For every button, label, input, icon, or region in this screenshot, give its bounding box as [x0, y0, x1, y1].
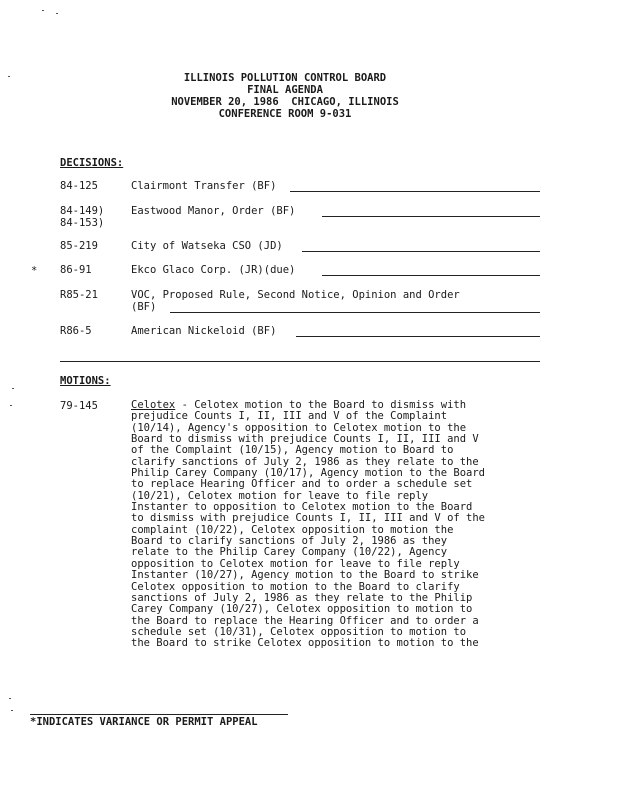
- motion-line: Instanter to opposition to Celotex motion to the Board: [131, 501, 473, 514]
- motion-line: Instanter (10/27), Agency motion to the Board to strike: [131, 569, 479, 582]
- signature-line: [302, 251, 540, 252]
- scan-speck: [12, 388, 14, 389]
- footer-note: *INDICATES VARIANCE OR PERMIT APPEAL: [30, 716, 258, 728]
- scan-speck: [8, 76, 10, 77]
- section-divider: [60, 361, 540, 362]
- signature-line: [290, 191, 540, 192]
- docket-number: R85-21: [60, 289, 98, 301]
- scan-speck: [11, 710, 13, 711]
- decision-title: City of Watseka CSO (JD): [131, 240, 283, 252]
- motion-line: the Board to strike Celotex opposition to motion to the: [131, 637, 479, 650]
- agenda-header: [0, 72, 570, 120]
- scan-speck: [10, 405, 12, 406]
- docket-number: 86-91: [60, 264, 92, 276]
- motion-line: opposition to Celotex motion for leave to file reply: [131, 557, 460, 570]
- motion-line: relate to the Philip Carey Company (10/22), Agency: [131, 546, 448, 559]
- variance-marker: *: [31, 265, 38, 277]
- scan-speck: [56, 13, 58, 14]
- docket-number: 85-219: [60, 240, 98, 252]
- motion-line: (10/21), Celotex motion for leave to file reply: [131, 489, 429, 502]
- motion-party: Celotex: [131, 399, 176, 411]
- motion-line: of the Complaint (10/15), Agency motion to Board to: [131, 444, 454, 457]
- motion-line: clarify sanctions of July 2, 1986 as they relate to the: [131, 455, 479, 468]
- motion-line: prejudice Counts I, II, III and V of the Complaint: [131, 410, 448, 423]
- docket-number: 84-125: [60, 180, 98, 192]
- decision-title: Ekco Glaco Corp. (JR)(due): [131, 264, 296, 276]
- motion-line: to replace Hearing Officer and to order a schedule set: [131, 478, 473, 491]
- decision-item: [60, 290, 540, 316]
- motion-line: Board to clarify sanctions of July 2, 1986 as they: [131, 535, 448, 548]
- motion-line: Board to dismiss with prejudice Counts I, II, III and V: [131, 433, 479, 446]
- meeting-date-location: NOVEMBER 20, 1986 CHICAGO, ILLINOIS: [171, 96, 399, 108]
- signature-line: [296, 336, 540, 337]
- docket-number: 84-149) 84-153): [60, 205, 105, 229]
- meeting-room: CONFERENCE ROOM 9-031: [218, 108, 352, 120]
- motion-line: schedule set (10/31), Celotex opposition to motion to: [131, 625, 467, 638]
- motion-line: sanctions of July 2, 1986 as they relate to the Philip: [131, 591, 473, 604]
- scan-speck: [42, 10, 44, 11]
- motion-line: Celotex opposition to motion to the Board to clarify: [131, 580, 460, 593]
- decision-title: VOC, Proposed Rule, Second Notice, Opinion and Order: [131, 289, 460, 301]
- decisions-label: DECISIONS:: [60, 157, 124, 169]
- docket-number: R86-5: [60, 325, 92, 337]
- signature-line: [322, 216, 540, 217]
- decision-title-continued: (BF): [131, 301, 157, 313]
- motion-line: the Board to replace the Hearing Officer and to order a: [131, 614, 479, 627]
- signature-line: [322, 275, 540, 276]
- decision-title: Eastwood Manor, Order (BF): [131, 205, 296, 217]
- decision-title: American Nickeloid (BF): [131, 325, 277, 337]
- motion-docket-number: 79-145: [60, 400, 98, 412]
- motion-line: to dismiss with prejudice Counts I, II, III and V of the: [131, 512, 486, 525]
- motions-label: MOTIONS:: [60, 375, 111, 387]
- scan-speck: [9, 698, 11, 699]
- motion-description: [131, 400, 541, 650]
- motion-line: Philip Carey Company (10/17), Agency motion to the Board: [131, 467, 486, 480]
- signature-line: [170, 312, 540, 313]
- footer-rule: [30, 714, 288, 715]
- agenda-title: FINAL AGENDA: [247, 84, 323, 96]
- motion-line: complaint (10/22), Celotex opposition to motion the: [131, 523, 454, 536]
- motion-line: Celotex - Celotex motion to the Board to dismiss with: [131, 399, 467, 411]
- board-name: ILLINOIS POLLUTION CONTROL BOARD: [183, 72, 387, 84]
- decision-title: Clairmont Transfer (BF): [131, 180, 277, 192]
- motion-line: (10/14), Agency's opposition to Celotex motion to the: [131, 421, 467, 434]
- motion-line: Carey Company (10/27), Celotex opposition to motion to: [131, 603, 473, 616]
